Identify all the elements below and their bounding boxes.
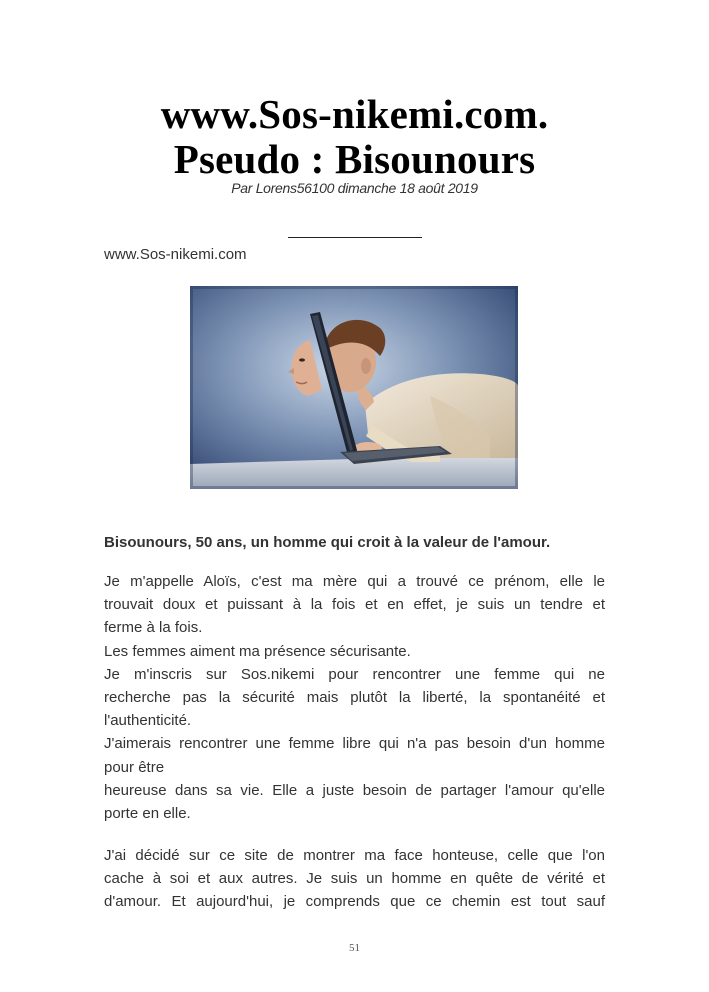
lead-paragraph: Bisounours, 50 ans, un homme qui croit à la valeur de l'amour.	[104, 534, 551, 551]
text-line: Je m'appelle Aloïs, c'est ma mère qui a trouvé ce prénom, elle le	[104, 573, 605, 590]
document-title-line-2: Pseudo : Bisounours	[173, 136, 536, 182]
text-line: pour être	[104, 758, 165, 776]
text-line: ferme à la fois.	[104, 619, 203, 637]
text-line: recherche pas la sécurité mais plutôt la liberté, la spontanéité et	[104, 689, 605, 707]
article-photo	[190, 286, 518, 489]
text-line: l'authenticité.	[104, 712, 192, 730]
text-line: J'ai décidé sur ce site de montrer ma face honteuse, celle que l'on	[104, 847, 605, 864]
page-number: 51	[349, 942, 360, 954]
text-line: porte en elle.	[104, 805, 191, 823]
text-line: d'amour. Et aujourd'hui, je comprends que ce chemin est tout sauf	[104, 893, 605, 911]
site-link[interactable]: www.Sos-nikemi.com	[104, 246, 247, 263]
text-line: heureuse dans sa vie. Elle a juste besoin de partager l'amour qu'elle	[104, 781, 605, 799]
byline: Par Lorens56100 dimanche 18 août 2019	[231, 180, 478, 196]
text-line: trouvait doux et puissant à la fois et en effet, je suis un tendre et	[104, 596, 605, 614]
text-line: J'aimerais rencontrer une femme libre qui n'a pas besoin d'un homme	[104, 735, 605, 753]
separator-rule	[288, 237, 422, 238]
document-title-line-1: www.Sos-nikemi.com.	[160, 91, 549, 137]
text-line: Je m'inscris sur Sos.nikemi pour rencontrer une femme qui ne	[104, 665, 605, 683]
body-paragraph-1	[104, 570, 605, 825]
body-paragraph-2	[104, 844, 605, 914]
text-line: Les femmes aiment ma présence sécurisante.	[104, 642, 411, 660]
text-line: cache à soi et aux autres. Je suis un homme en quête de vérité et	[104, 870, 605, 888]
